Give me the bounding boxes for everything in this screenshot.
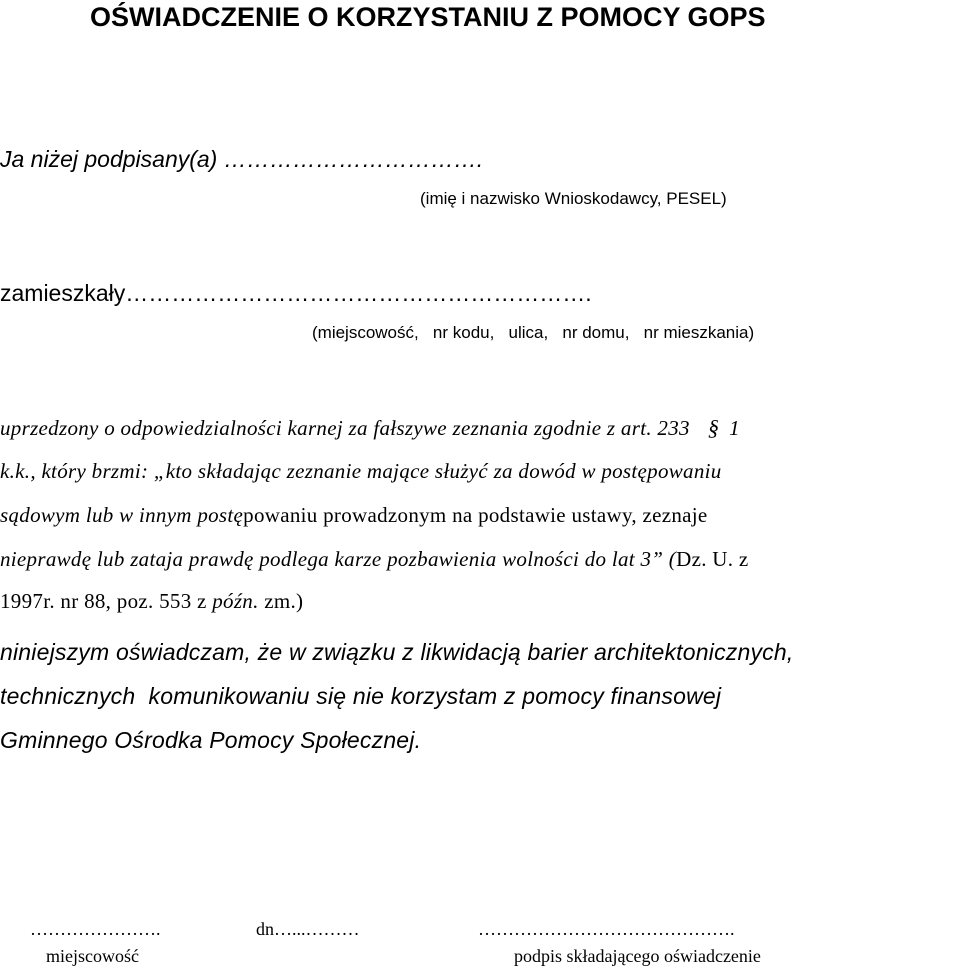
signature-dots: ……………………………………. — [478, 919, 735, 939]
paragraph-number: 1 — [729, 416, 740, 440]
residence-hint: (miejscowość, nr kodu, ulica, nr domu, nr mieszkania) — [312, 323, 755, 342]
legal-notice-line-3-italic: sądowym lub w innym postę — [0, 503, 244, 527]
legal-notice-line-5 — [0, 589, 303, 614]
section-sign: § — [707, 415, 720, 440]
residence-line: zamieszkały……………………………………………………. — [0, 280, 592, 306]
document-title: OŚWIADCZENIE O KORZYSTANIU Z POMOCY GOPS — [90, 2, 766, 32]
statement-line-2: technicznych komunikowaniu się nie korzystam z pomocy finansowej — [0, 683, 722, 709]
place-dots: …………………. — [30, 919, 161, 939]
legal-notice-line-3-regular: powaniu prowadzonym na podstawie ustawy, zeznaje — [243, 503, 708, 527]
declarant-line: Ja niżej podpisany(a) ……………………………. — [0, 146, 484, 172]
legal-notice-line-1 — [0, 415, 740, 441]
legal-notice-line-5-b: zm.) — [258, 589, 304, 613]
legal-notice-line-4-regular: Dz. U. z — [676, 547, 749, 571]
date-dots: dn…...……… — [256, 919, 360, 939]
statement-line-1: niniejszym oświadczam, że w związku z likwidacją barier architektonicznych, — [0, 639, 794, 665]
declarant-hint: (imię i nazwisko Wnioskodawcy, PESEL) — [420, 189, 727, 208]
legal-notice-line-3 — [0, 503, 708, 528]
legal-notice-line-1-text: uprzedzony o odpowiedzialności karnej za fałszywe zeznania zgodnie z art. 233 — [0, 416, 690, 440]
legal-notice-line-5-a: 1997r. nr 88, poz. 553 z — [0, 589, 213, 613]
legal-notice-line-4-italic: nieprawdę lub zataja prawdę podlega karze pozbawienia wolności do lat 3” ( — [0, 547, 677, 571]
legal-notice-line-2: k.k., który brzmi: „kto składając zeznanie mające służyć za dowód w postępowaniu — [0, 459, 722, 483]
legal-notice-line-4 — [0, 547, 748, 572]
legal-notice-line-5-italic: późn. — [212, 589, 259, 613]
signature-label: podpis składającego oświadczenie — [514, 946, 761, 966]
statement-line-3: Gminnego Ośrodka Pomocy Społecznej. — [0, 727, 422, 753]
place-label: miejscowość — [46, 946, 139, 966]
